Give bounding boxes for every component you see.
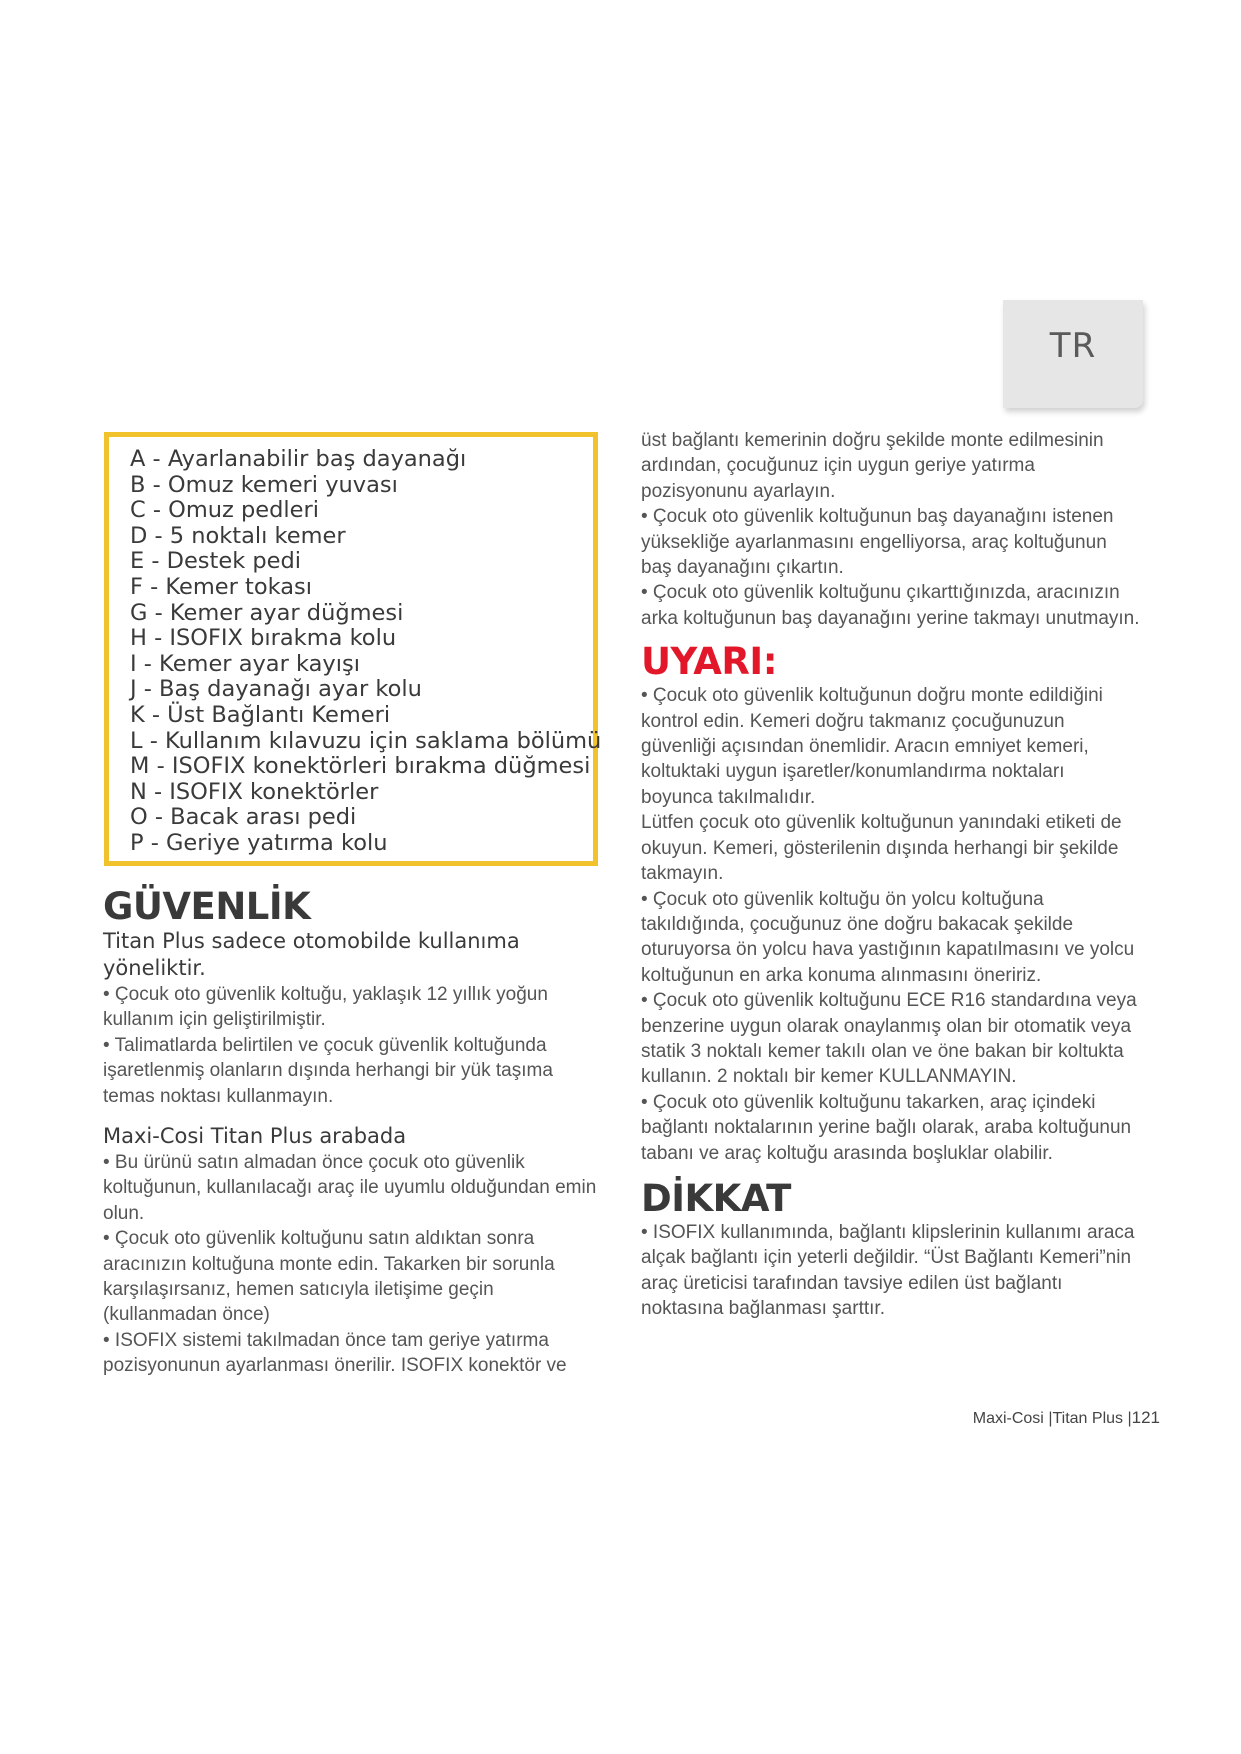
in-car-bullets (103, 1150, 608, 1379)
legend-item: B - Omuz kemeri yuvası (130, 471, 398, 498)
page-footer: Maxi-Cosi |Titan Plus |121 (972, 1408, 1160, 1427)
bullet-paragraph: • Çocuk oto güvenlik koltuğunun baş dayanağını istenen yüksekliğe ayarlanmasını engelliyorsa, araç koltuğunun baş dayanağını çıkartın. (641, 506, 1114, 579)
warning-paragraph: • Çocuk oto güvenlik koltuğunu ECE R16 standardına veya benzerine uygun olarak onaylanmış olan bir otomatik veya statik 3 noktalı kemer takılı olan ve öne bakan bir koltukta kullanın. 2 noktalı bir kemer KULLANMAYIN. (641, 990, 1137, 1088)
legend-item: N - ISOFIX konektörler (130, 778, 379, 805)
legend-item: F - Kemer tokası (130, 573, 312, 600)
caution-bullets (641, 1220, 1141, 1322)
bullet-paragraph: • Talimatlarda belirtilen ve çocuk güvenlik koltuğunda işaretlenmiş olanların dışında herhangi bir yük taşıma temas noktası kullanmayın. (103, 1034, 553, 1107)
legend-item: I - Kemer ayar kayışı (130, 650, 360, 677)
footer-brand: Maxi-Cosi (972, 1410, 1044, 1427)
legend-item: C - Omuz pedleri (130, 497, 319, 524)
legend-item: A - Ayarlanabilir baş dayanağı (130, 446, 467, 472)
page-number: 121 (1131, 1408, 1160, 1427)
bullet-paragraph: • Çocuk oto güvenlik koltuğunu satın aldıktan sonra aracınızın koltuğuna monte edin. Takarken bir sorunla karşılaşırsanız, hemen satıcıyla iletişime geçin (kullanmadan önce) (103, 1228, 555, 1326)
safety-intro: Titan Plus sadece otomobilde kullanıma yöneliktir. (103, 929, 520, 980)
bullet-paragraph: • Bu ürünü satın almadan önce çocuk oto güvenlik koltuğunun, kullanılacağı araç ile uyumlu olduğundan emin olun. (103, 1152, 597, 1224)
caution-heading: DİKKAT (641, 1176, 791, 1220)
bullet-paragraph: • ISOFIX sistemi takılmadan önce tam geriye yatırma pozisyonunun ayarlanması önerilir. ISOFIX konektör ve (103, 1329, 567, 1377)
safety-heading: GÜVENLİK (103, 885, 311, 928)
legend-item: K - Üst Bağlantı Kemeri (130, 701, 391, 728)
bullet-paragraph: üst bağlantı kemerinin doğru şekilde monte edilmesinin ardından, çocuğunuz için uygun geriye yatırma pozisyonunu ayarlayın. (641, 430, 1104, 502)
legend-item: M - ISOFIX konektörleri bırakma düğmesi (130, 753, 591, 780)
caution-paragraph: • ISOFIX kullanımında, bağlantı klipslerinin kullanımı araca alçak bağlantı için yeterli değildir. “Üst Bağlantı Kemeri”nin araç üreticisi tarafından tavsiye edilen üst bağlantı noktasına bağlanması şarttır. (641, 1221, 1135, 1320)
warning-paragraph: • Çocuk oto güvenlik koltuğu ön yolcu koltuğuna takıldığında, çocuğunuz öne doğru bakacak şekilde oturuyorsa ön yolcu hava yastığının kapatılmasını ve yolcu koltuğunun en arka konuma alınmasını öneririz. (641, 888, 1135, 986)
legend-item: O - Bacak arası pedi (130, 804, 357, 831)
parts-legend-list (130, 446, 602, 857)
warning-bullets (641, 683, 1141, 1166)
continued-text (641, 428, 1141, 631)
warning-heading: UYARI: (641, 640, 777, 684)
left-column (103, 886, 608, 1379)
footer-product: Titan Plus (1052, 1410, 1124, 1427)
legend-item: J - Baş dayanağı ayar kolu (130, 676, 422, 703)
bullet-paragraph: • Çocuk oto güvenlik koltuğu, yaklaşık 12 yıllık yoğun kullanım için geliştirilmiştir. (103, 984, 548, 1031)
legend-item: G - Kemer ayar düğmesi (130, 599, 404, 626)
legend-item: L - Kullanım kılavuzu için saklama bölümü (130, 727, 602, 754)
bullet-paragraph: • Çocuk oto güvenlik koltuğunu çıkarttığınızda, aracınızın arka koltuğunun baş dayanağını yerine takmayı unutmayın. (641, 582, 1140, 629)
language-tab (1003, 300, 1143, 408)
in-car-subheading: Maxi-Cosi Titan Plus arabada (103, 1124, 407, 1149)
warning-paragraph: • Çocuk oto güvenlik koltuğunu takarken, araç içindeki bağlantı noktalarının yerine bağlı olarak, araba koltuğunun tabanı ve araç koltuğu arasında boşluklar olabilir. (641, 1091, 1132, 1164)
legend-item: E - Destek pedi (130, 548, 302, 575)
language-tab-label: TR (1049, 326, 1097, 366)
legend-item: D - 5 noktalı kemer (130, 522, 346, 549)
right-column (641, 428, 1141, 1322)
legend-item: H - ISOFIX bırakma kolu (130, 625, 397, 652)
legend-item: P - Geriye yatırma kolu (130, 829, 388, 856)
warning-paragraph: • Çocuk oto güvenlik koltuğunun doğru monte edildiğini kontrol edin. Kemeri doğru takmanız çocuğunuzun güvenliği açısından önemlidir. Aracın emniyet kemeri, koltuktaki uygun işaretler/konumlandırma noktaları boyunca takılmalıdır. (641, 685, 1103, 808)
warning-paragraph: Lütfen çocuk oto güvenlik koltuğunun yanındaki etiketi de okuyun. Kemeri, gösterilenin dışında herhangi bir şekilde takmayın. (641, 812, 1122, 885)
safety-bullets (103, 982, 608, 1109)
parts-legend-box (104, 432, 602, 866)
